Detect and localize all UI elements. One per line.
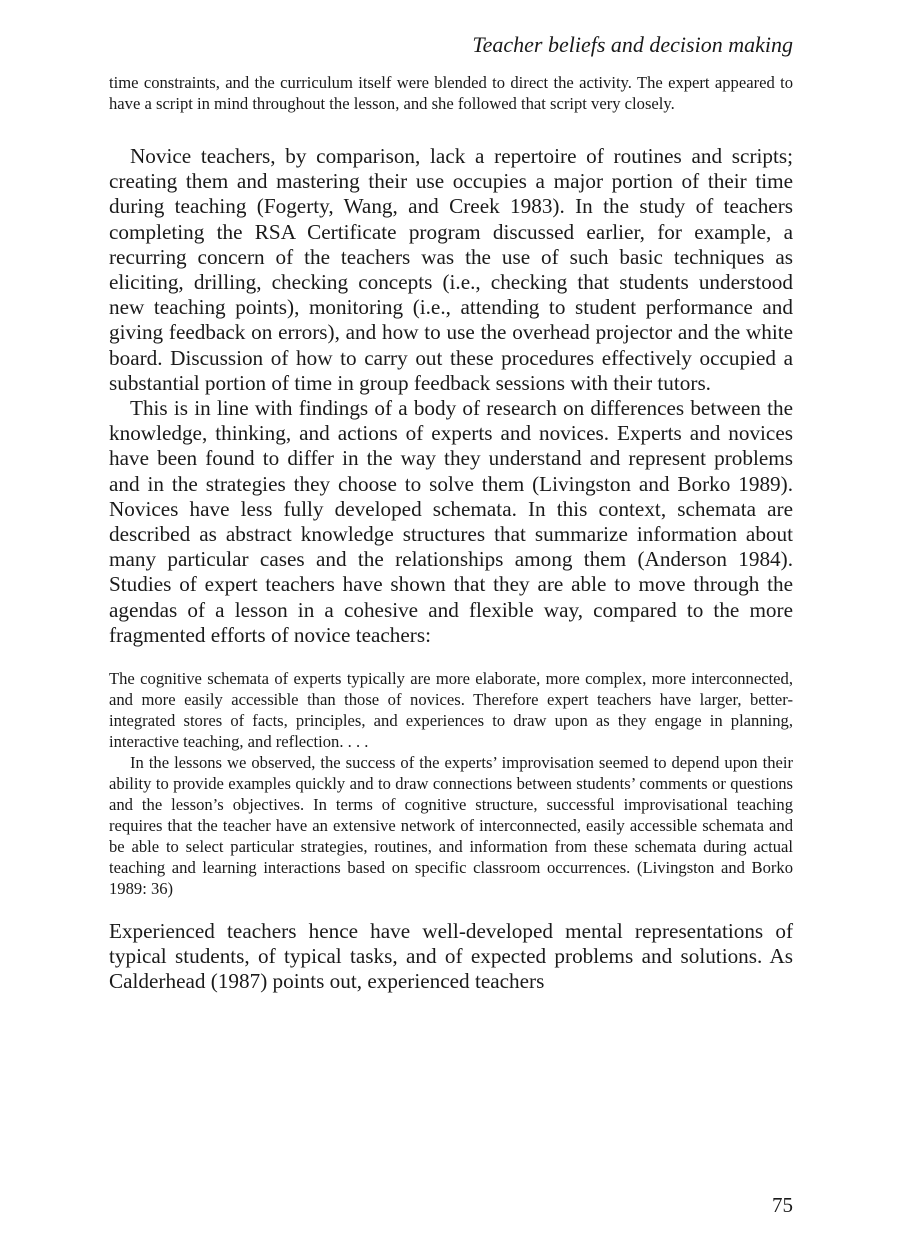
- block-quote: [109, 668, 793, 899]
- page-number: 75: [772, 1193, 793, 1217]
- running-head: Teacher beliefs and decision making: [472, 32, 793, 57]
- paragraph-novice-teachers: Novice teachers, by comparison, lack a repertoire of routines and scripts; creating them and mastering their use occupies a major portion of their time during teaching (Fogerty, Wang, and Creek 1983). In the study of teachers completing the RSA Certificate program discussed earlier, for example, a recurring concern of the teachers was the use of such basic techniques as eliciting, drilling, checking concepts (i.e., checking that students understood new teaching points), monitoring (i.e., attending to student performance and giving feedback on errors), and how to use the overhead projector and the white board. Discussion of how to carry out these procedures effectively occupied a substantial portion of time in group feedback sessions with their tutors.: [109, 144, 793, 395]
- paragraph-expert-novice-research: This is in line with findings of a body of research on differences between the knowledge, thinking, and actions of experts and novices. Experts and novices have been found to differ in the way they understand and represent problems and in the strategies they choose to solve them (Livingston and Borko 1989). Novices have less fully developed schemata. In this context, schemata are described as abstract knowledge structures that summarize information about many particular cases and the relationships among them (Anderson 1984). Studies of expert teachers have shown that they are able to move through the agendas of a lesson in a cohesive and flexible way, compared to the more fragmented efforts of novice teachers:: [109, 396, 793, 647]
- block-quote-paragraph: The cognitive schemata of experts typically are more elaborate, more complex, more interconnected, and more easily accessible than those of novices. Therefore expert teachers have larger, better-integrated stores of facts, principles, and experiences to draw upon as they engage in planning, interactive teaching, and reflection. . . .: [109, 669, 793, 752]
- block-quote-paragraph: In the lessons we observed, the success of the experts’ improvisation seemed to depend upon their ability to provide examples quickly and to draw connections between students’ comments or questions and the lesson’s objectives. In terms of cognitive structure, successful improvisational teaching requires that the teacher have an extensive network of interconnected, easily accessible schemata and be able to select particular strategies, routines, and information from these schemata during actual teaching and learning interactions based on specific classroom occurrences. (Livingston and Borko 1989: 36): [109, 753, 793, 899]
- paragraph-experienced-teachers: Experienced teachers hence have well-developed mental representations of typical students, of typical tasks, and of expected problems and solutions. As Calderhead (1987) points out, experienced teachers: [109, 919, 793, 994]
- book-page: [109, 30, 793, 995]
- top-quote-continuation: time constraints, and the curriculum itself were blended to direct the activity. The expert appeared to have a script in mind throughout the lesson, and she followed that script very closely.: [109, 73, 793, 113]
